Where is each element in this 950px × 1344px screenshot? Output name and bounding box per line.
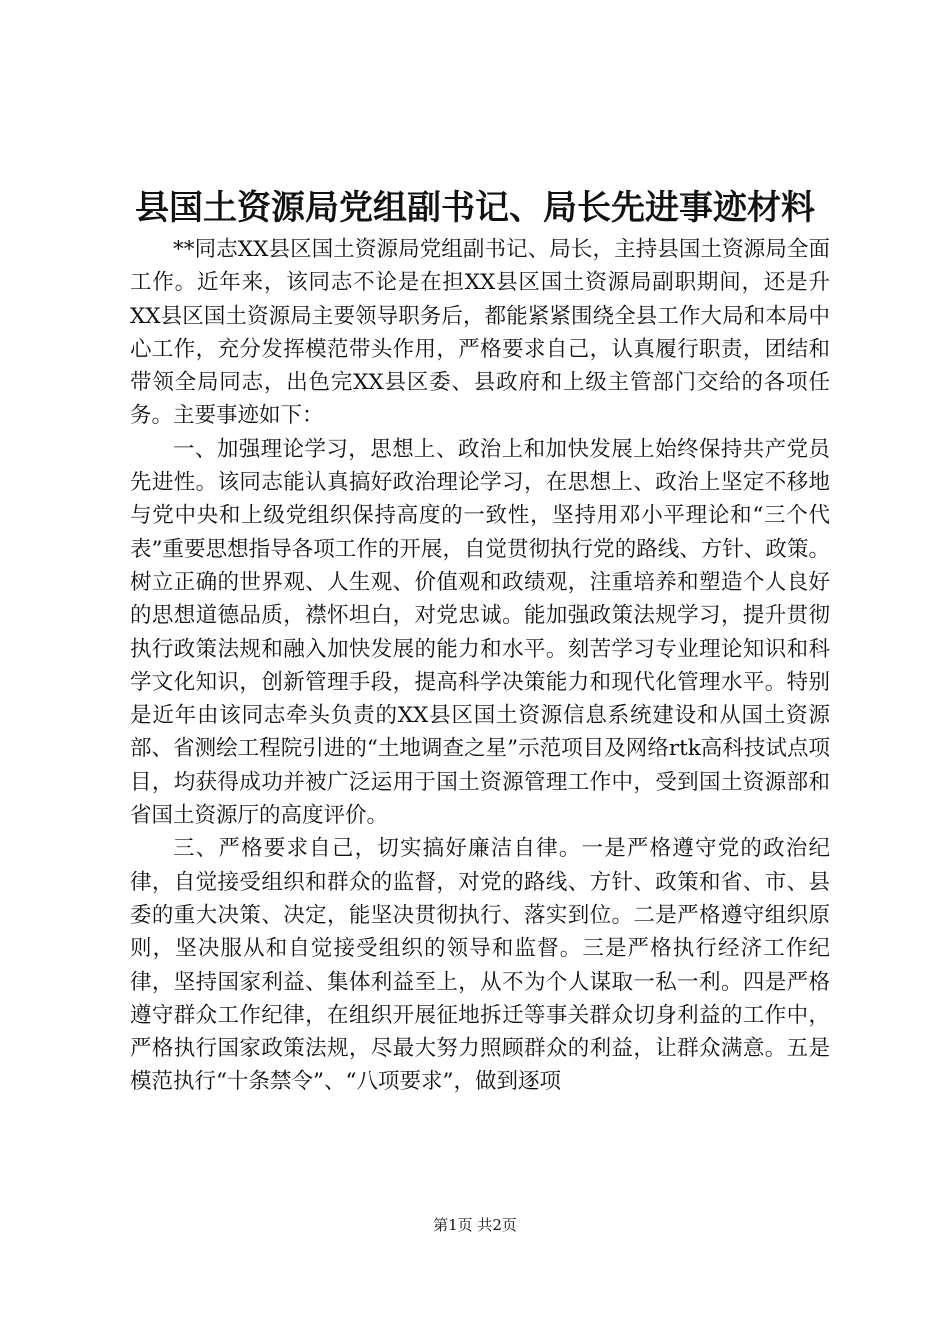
page-footer: 第1页 共2页 — [433, 1216, 517, 1234]
document-body — [130, 233, 830, 1099]
document-title: 县国土资源局党组副书记、局长先进事迹材料 — [135, 188, 815, 228]
paragraph-section-3: 三、严格要求自己，切实搞好廉洁自律。一是严格遵守党的政治纪律，自觉接受组织和群众的监督，对党的路线、方针、政策和省、市、县委的重大决策、决定，能坚决贯彻执行、落实到位。二是严格遵守组织原则，坚决服从和自觉接受组织的领导和监督。三是严格执行经济工作纪律，坚持国家利益、集体利益至上，从不为个人谋取一私一利。四是严格遵守群众工作纪律，在组织开展征地拆迁等事关群众切身利益的工作中，严格执行国家政策法规，尽最大努力照顾群众的利益，让群众满意。五是模范执行“十条禁令”、“八项要求”，做到逐项 — [130, 836, 830, 1095]
paragraph-section-1: 一、加强理论学习，思想上、政治上和加快发展上始终保持共产党员先进性。该同志能认真搞好政治理论学习，在思想上、政治上坚定不移地与党中央和上级党组织保持高度的一致性，坚持用邓小平理论和“三个代表”重要思想指导各项工作的开展，自觉贯彻执行党的路线、方针、政策。树立正确的世界观、人生观、价值观和政绩观，注重培养和塑造个人良好的思想道德品质，襟怀坦白，对党忠诚。能加强政策法规学习，提升贯彻执行政策法规和融入加快发展的能力和水平。刻苦学习专业理论知识和科学文化知识，创新管理手段，提高科学决策能力和现代化管理水平。特别是近年由该同志牵头负责的XX县区国土资源信息系统建设和从国土资源部、省测绘工程院引进的“土地调查之星”示范项目及网络rtk高科技试点项目，均获得成功并被广泛运用于国土资源管理工作中，受到国土资源部和省国土资源厅的高度评价。 — [130, 436, 830, 829]
paragraph-intro: **同志XX县区国土资源局党组副书记、局长，主持县国土资源局全面工作。近年来，该同志不论是在担XX县区国土资源局副职期间，还是升XX县区国土资源局主要领导职务后，都能紧紧围绕全县工作大局和本局中心工作，充分发挥模范带头作用，严格要求自己，认真履行职责，团结和带领全局同志，出色完XX县区委、县政府和上级主管部门交给的各项任务。主要事迹如下： — [130, 237, 830, 429]
